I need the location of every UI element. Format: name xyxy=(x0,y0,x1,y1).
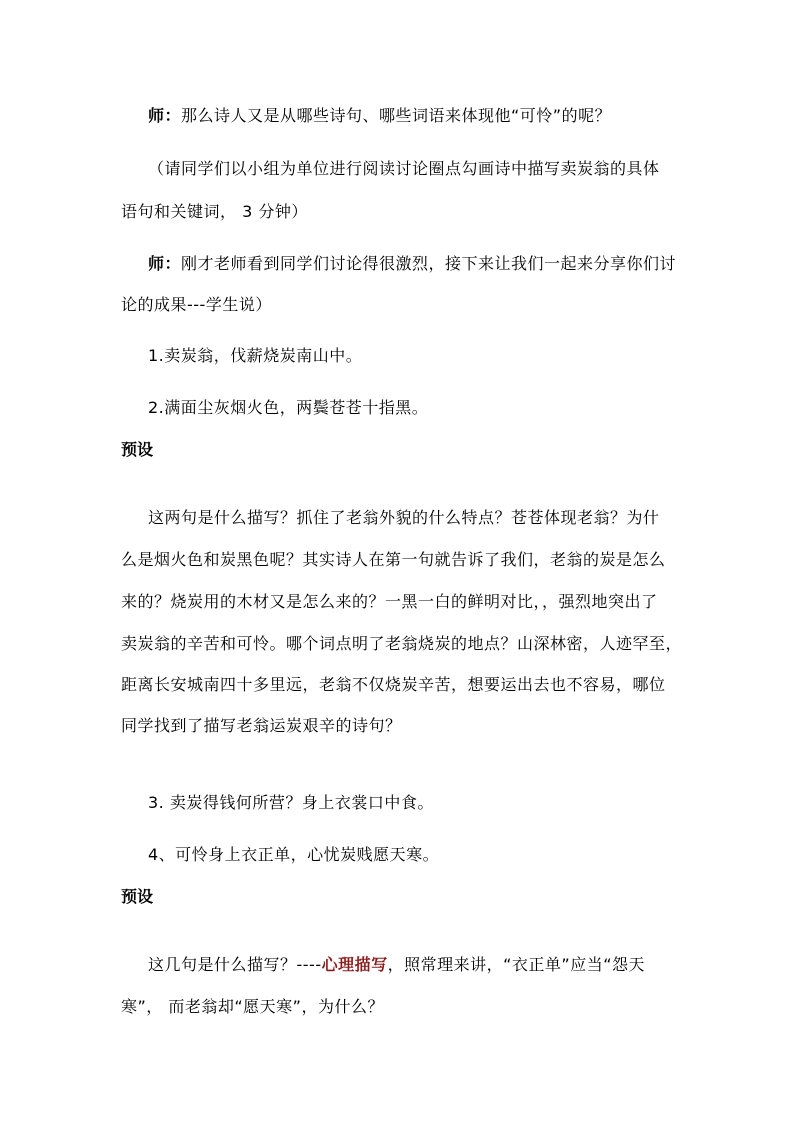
instruction-line-2: 语句和关键词， 3 分钟） xyxy=(121,202,308,221)
speaker-label: 师： xyxy=(148,106,182,125)
analysis-line-5: 距离长安城南四十多里远，老翁不仅烧炭辛苦，想要运出去也不容易，哪位 xyxy=(121,675,666,694)
paragraph-text: 那么诗人又是从哪些诗句、哪些词语来体现他“可怜”的呢？ xyxy=(181,106,612,125)
paragraph-teacher-question xyxy=(148,106,611,126)
analysis-line-4: 卖炭翁的辛苦和可怜。哪个词点明了老翁烧炭的地点？山深林密，人迹罕至， xyxy=(121,634,683,653)
poem-line-2: 2.满面尘灰烟火色，两鬓苍苍十指黑。 xyxy=(148,398,429,417)
poem-line-3: 3. 卖炭得钱何所营？身上衣裳口中食。 xyxy=(148,793,434,812)
speaker-label: 师： xyxy=(148,254,182,273)
poem-line-1: 1.卖炭翁，伐薪烧炭南山中。 xyxy=(148,346,363,365)
instruction-line-1: （请同学们以小组为单位进行阅读讨论圈点勾画诗中描写卖炭翁的具体 xyxy=(148,159,660,178)
paragraph-teacher-share xyxy=(148,254,676,274)
analysis-text: ，照常理来讲，“衣正单”应当“怨天 xyxy=(387,955,645,974)
preset-label: 预设 xyxy=(121,887,154,906)
poem-line-4: 4、可怜身上衣正单，心忧炭贱愿天寒。 xyxy=(148,845,440,864)
analysis-line-2: 么是烟火色和炭黑色呢？其实诗人在第一句就告诉了我们，老翁的炭是怎么 xyxy=(121,550,666,569)
analysis-text: 这几句是什么描写？---- xyxy=(148,955,322,974)
paragraph-text: 刚才老师看到同学们讨论得很激烈，接下来让我们一起来分享你们讨 xyxy=(181,254,677,273)
preset-label: 预设 xyxy=(121,440,154,459)
analysis-line-1: 这两句是什么描写？抓住了老翁外貌的什么特点？苍苍体现老翁？为什 xyxy=(148,508,660,527)
paragraph-teacher-share-line-2: 论的成果---学生说） xyxy=(121,295,272,314)
analysis-psych-line-2: 寒”， 而老翁却“愿天寒”，为什么？ xyxy=(121,997,384,1016)
analysis-psych-line-1 xyxy=(148,955,645,975)
analysis-line-6: 同学找到了描写老翁运炭艰辛的诗句？ xyxy=(121,716,402,735)
analysis-line-3: 来的？烧炭用的木材又是怎么来的？一黑一白的鲜明对比，，强烈地突出了 xyxy=(121,592,658,611)
highlight-term: 心理描写 xyxy=(321,955,388,974)
